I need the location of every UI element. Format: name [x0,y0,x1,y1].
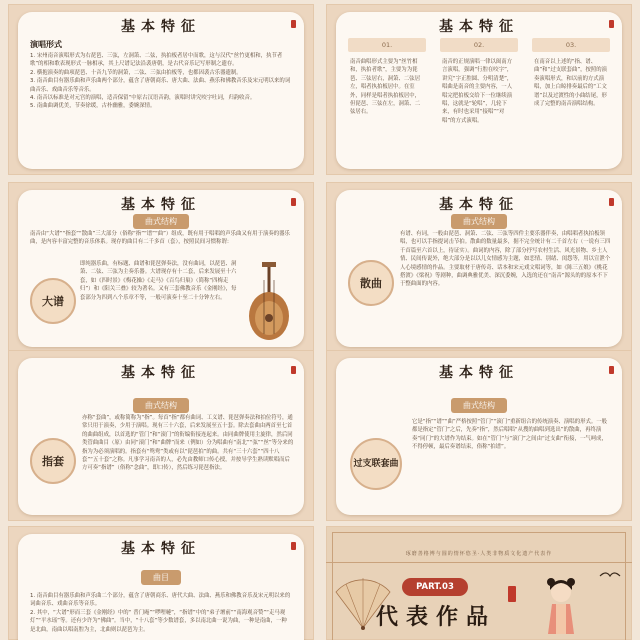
seal-icon [291,542,296,550]
feature-list [30,52,292,111]
body-text: 有谱、有词，一般由琵琶、洞箫、二弦、三弦等四件主要乐器伴奏，由唱唱者执拍板领唱，也可以手指提词击节拍。散曲的数量最多，据不完全统计有二千首左右（一说有三四千首篇至六首以上，待证实）。曲词的内容，除了部分抒写农村生活、风光景物、乡土人情、民间传说外，绝大部分是以以儿女情感为主题，如恋情、别绪、闺怨等，用以宣泄个人心境感情的作品。主要取材于唐传奇、话本和宋元戏文唱词等，如《陈三五娘》《桃花搭渡》《梁祝》等剧种，曲调典雅优美、深沉委婉，入选的还在“南音”源头的的原本不下于整曲面的内容。 [400,231,611,288]
column-text: 南音曲唱形式主要为“丝竹相和，执拍者歌”，主要为为琵琶、三弦居右，洞箫、二弦居左，唱者执拍板居中。在室外，同样是唱者执拍板居中，但琵琶、三弦在左，洞箫、二弦居右。 [350,59,421,116]
slide-7[interactable] [8,526,314,640]
girl-illustration-icon [536,576,586,636]
column-3 [532,38,610,160]
slide-title: 基本特征 [121,365,201,381]
list-item: 2. 其中，“大谱”形而三套《金刚经》中的“ 普门庵”“啰哩嗹”，“指谱”中的“弟子壇前”“南海观音赞”“走马观灯”“平水瑶”等。还有少许为“佛曲”。当中，“十八套”等少数谱套，多以南北曲一说为曲，一种是南曲，一种是北曲，南曲以唱南腔为主，北曲则以琵琶为主。 [30,609,287,633]
part-banner: PART.03 [402,578,468,596]
list-item: 5. 南曲曲调优美，节奏徐缓，古朴幽雅，委婉深情。 [30,103,156,110]
slide-1-card [18,12,304,169]
column-1 [348,38,426,160]
slide-4-card [336,190,622,347]
seal-icon [291,20,296,28]
section-tag: 曲式结构 [133,398,189,413]
body-text: 即纯器乐曲，有标题、曲谱和琵琶弹奏法，没有曲词，以琵琶、洞箫、二弦、三弦为主奏乐器。大谱现存有十二套，后来发展至十六套，如《四时景》《梅花操》《走马》《百鸟归巢》（简称“四梅走归”）和《阳关三叠》较为著名。又有三套佛教音乐《金刚经》，每套部分为四到八个乐章不等，一般可演奏十至二十分钟左右。 [80,261,237,301]
column-head: 02. [440,38,518,52]
slide-title: 基本特征 [121,541,201,557]
cover-title: 代表作品 [375,604,496,630]
slide-5-card [18,358,304,515]
slide-5[interactable] [8,350,314,521]
category-badge: 大谱 [30,278,76,324]
slide-title: 基本特征 [121,19,201,35]
slide-4[interactable] [326,182,632,353]
seal-icon [609,198,614,206]
section-tag: 曲式结构 [451,214,507,229]
seal-icon [291,366,296,374]
repertoire-list [30,592,292,634]
slide-7-card [18,534,304,640]
column-head: 03. [532,38,610,52]
slide-title: 基本特征 [439,365,519,381]
list-item: 3. 南音曲目有器乐曲和声乐曲两个部分，蕴含了唐朝商乐、唐大曲、法曲、燕乐和佛教音乐及宋元明以来的词曲音乐、戏曲音乐等音乐。 [30,78,291,93]
list-item: 1. 南音曲目有器乐曲和声乐曲二个部分，蕴含了唐朝商乐、唐代大曲、法曲、燕乐和佛教音乐及宋元明以来的词曲音乐、戏曲音乐等音乐。 [30,593,291,608]
slide-8[interactable] [326,526,632,640]
category-badge: 散曲 [348,260,394,306]
slide-title: 基本特征 [121,197,201,213]
intro-text: 南音由“大谱”“指套”“散曲”三大部分（俗称“指”“谱”“曲”）组成，既有用于唱唱的声乐曲又有用于演奏的器乐曲，是内容丰富完整的音乐体系。现存的曲目有二千多首（套），按照民间习惯称谓： [30,231,290,246]
slide-title: 基本特征 [439,197,519,213]
slide-1[interactable] [8,4,314,175]
cover-top-text: 琢磨善格博与圆的情怀悠圣·人类非物质文化遗产代表作 [405,551,553,557]
slide-6-card [336,358,622,515]
body-text: 它是“指”“谱”“曲”严格按照“管门”“滚门”重新组合的传统演奏、演唱的形式。一般都是指定“管门”之后，先奏“指”，然后唱唱“从搜的曲唱到选出”的散曲，再终演奏“同门”的大谱作为结束。如在“管门”与“滚门”之间由“过支曲”衔接，一气呵成，不得停顿，最后奏谱结束，俗称“拍谱”。 [412,419,608,451]
section-tag: 曲式结构 [451,398,507,413]
seal-icon [508,586,516,602]
slide-title: 基本特征 [439,19,519,35]
divider [326,562,632,563]
list-item: 4. 南音以标准是对元宫的演唱，适音保留“中原古汉语音韵，演唱时讲究咬字吐词，归韵收音。 [30,95,256,102]
pipa-icon [242,260,296,342]
column-2 [440,38,518,160]
seal-icon [609,20,614,28]
slide-6[interactable] [326,350,632,521]
section-heading: 演唱形式 [30,40,62,49]
category-badge: 过支联套曲 [350,438,402,490]
list-item: 1. 宋州南音演唱形式为右琵琶、三弦，左洞箫、二弦，执拍板者居中而歌，这与汉代“丝竹更相和，执节者歌”的相和歌表现形式一脉相承，其上尺谱记法沿袭唐朝，是古代音乐记写形制之遗存。 [30,53,283,68]
seal-icon [291,198,296,206]
list-item: 2. 横抱演奏的曲项琵琶、十音九节的洞箫，二弦、三弦由拍板等，也都因袭古乐器遗制。 [30,69,242,76]
slide-3-card [18,190,304,347]
body-text: 亦称“套曲”，或称简称为“指”。每首“指”都有曲词、工义谱、琵琶弹奏法和拍位符号，通常只用于演奏，少用于演唱。现有三十六套，后来发展至五十套。除去套曲由两首至七首的曲曲组成，以首选的“管门”和“滚门”的衔编衔接连起来。由同曲牌使用主旋律，然后同类管曲曲目（原）由同“滚门”和“曲牌”而来（例如）分为唱曲有“南北”“弦”“丝”等分来的指为为必须演唱的。指套有“鸳鸯”类或有以“琵琶拍”的曲。共有“三十六套”“四十八套”“五十套”之称。凡事学习南音的人，必先由教师口传心授，并按导学生熟读默唱而后方可奏“指谱”（俗称“念曲”，即口传），然后练习琵琶指法。 [82,415,294,472]
bird-icon [598,568,622,582]
column-text: 南音的正规演唱一律以闽南方言演唱，强调“行腔在咬字”，讲究“字正腔圆、分明清楚”，唱曲是南音的主要内容，一人唱完把拍板交给下一位继续演唱，这就是“轮唱”，几轮下来，有时也采用“接唱”“对唱”的方式演唱。 [442,59,513,124]
column-head: 01. [348,38,426,52]
section-tag: 曲目 [141,570,181,585]
fan-icon [332,570,394,632]
seal-icon [609,366,614,374]
section-tag: 曲式结构 [133,214,189,229]
slide-2-card [336,12,622,169]
column-text: 在南音以上述的“指、谱、曲”和“过支联套曲”，按照的演奏演唱形式，和以前的方式演唱，加上白晾排奏最后的“工文谱”以及过渡性的小曲结尾，形成了完整的南音演唱结构。 [534,59,608,108]
category-badge: 指套 [30,438,76,484]
slide-2[interactable] [326,4,632,175]
slide-3[interactable] [8,182,314,353]
